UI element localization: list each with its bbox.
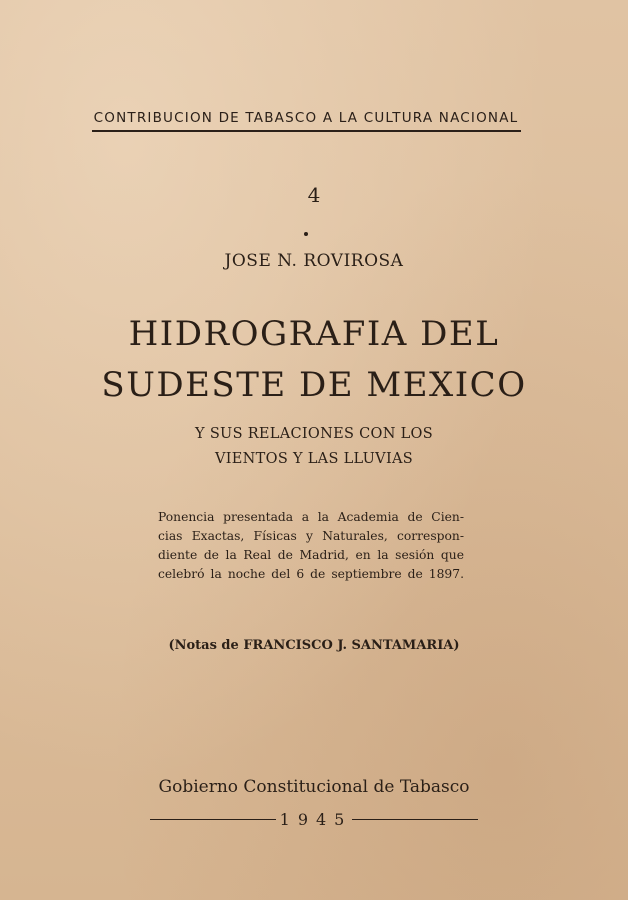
year-rule-left	[150, 819, 276, 820]
ponencia-paragraph	[158, 508, 464, 584]
series-underline	[92, 130, 521, 132]
ponencia-line: cias Exactas, Físicas y Naturales, correspon-	[158, 529, 464, 543]
ponencia-line: diente de la Real de Madrid, en la sesión que	[158, 548, 464, 562]
ponencia-line: Ponencia presentada a la Academia de Cien-	[158, 510, 464, 524]
ponencia-line: celebró la noche del 6 de septiembre de 1897.	[158, 567, 464, 581]
publication-year: 1945	[279, 809, 353, 829]
publication-year-row	[150, 807, 478, 831]
book-title-line-2: SUDESTE DE MEXICO	[101, 365, 527, 405]
year-rule-right	[352, 819, 478, 820]
subtitle-line-1: Y SUS RELACIONES CON LOS	[195, 426, 433, 442]
notes-credit: (Notas de FRANCISCO J. SANTAMARIA)	[168, 638, 460, 653]
ornament-dot	[304, 232, 308, 236]
subtitle-line-2: VIENTOS Y LAS LLUVIAS	[215, 451, 413, 467]
book-title-line-1: HIDROGRAFIA DEL	[128, 314, 500, 354]
author-name: JOSE N. ROVIROSA	[224, 251, 404, 271]
volume-number: 4	[307, 183, 321, 207]
publisher-name: Gobierno Constitucional de Tabasco	[158, 777, 470, 797]
series-title: CONTRIBUCION DE TABASCO A LA CULTURA NACIONAL	[93, 110, 519, 126]
